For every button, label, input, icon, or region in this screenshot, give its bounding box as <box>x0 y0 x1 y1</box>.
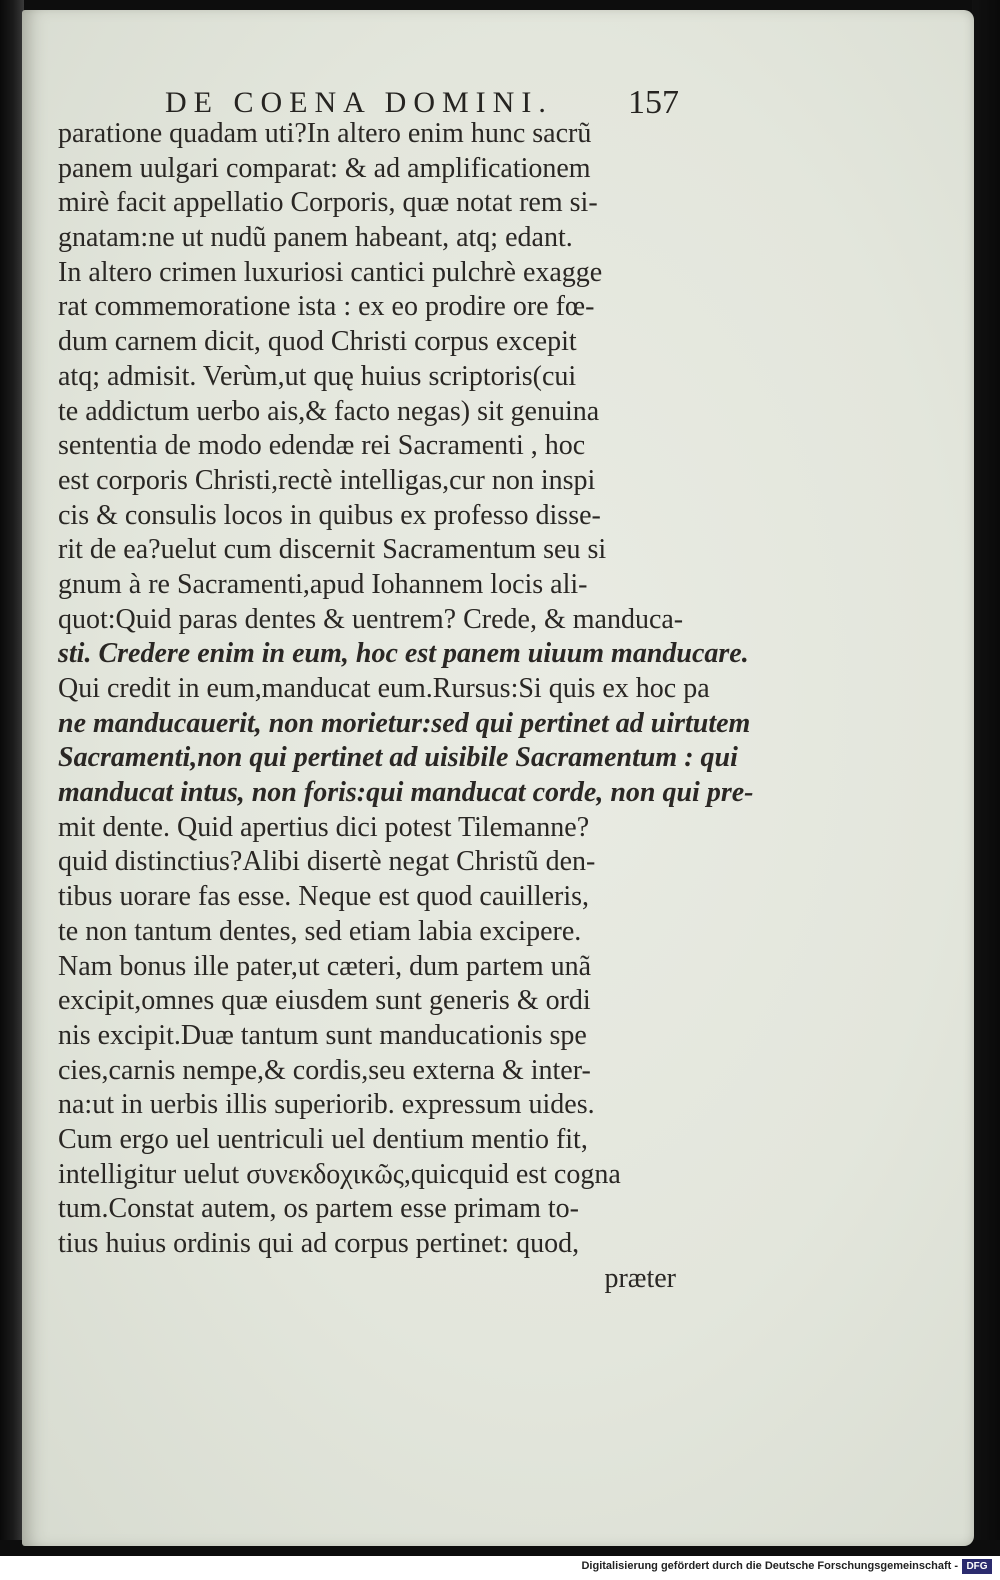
dfg-logo: DFG <box>962 1559 992 1574</box>
text-line: cis & consulis locos in quibus ex professo disse- <box>58 499 601 531</box>
page-number: 157 <box>628 84 679 121</box>
running-head: DE COENA DOMINI. <box>165 86 553 119</box>
text-line-italic: sti. Credere enim in eum, hoc est panem uiuum manducare. <box>58 638 749 670</box>
text-line-italic: ne manducauerit, non morietur:sed qui pertinet ad uirtutem <box>58 707 751 739</box>
text-line: Nam bonus ille pater,ut cæteri, dum partem unã <box>58 950 592 982</box>
funding-credit: Digitalisierung gefördert durch die Deutsche Forschungsgemeinschaft - <box>581 1560 958 1572</box>
text-line: tibus uorare fas esse. Neque est quod cauilleris, <box>58 881 590 913</box>
text-line: panem uulgari comparat: & ad amplificationem <box>58 152 591 184</box>
text-line: intelligitur uelut συνεκδοχικῶς,quicquid est cogna <box>58 1158 621 1190</box>
text-line-italic: manducat intus, non foris:qui manducat corde, non qui pre- <box>58 777 754 809</box>
text-line: Cum ergo uel uentriculi uel dentium mentio fit, <box>58 1123 588 1155</box>
text-line: cies,carnis nempe,& cordis,seu externa & inter- <box>58 1054 591 1086</box>
text-line: te non tantum dentes, sed etiam labia excipere. <box>58 915 582 947</box>
text-line-italic: Sacramenti,non qui pertinet ad uisibile Sacramentum : qui <box>58 742 738 774</box>
text-line: rit de ea?uelut cum discernit Sacramentum seu si <box>58 534 607 566</box>
text-line: rat commemoratione ista : ex eo prodire ore fœ- <box>58 291 595 323</box>
text-line: atq; admisit. Verùm,ut quę huius scriptoris(cui <box>58 360 577 392</box>
text-line: excipit,omnes quæ eiusdem sunt generis & ordi <box>58 985 591 1017</box>
page-text <box>58 117 754 1296</box>
text-line: quid distinctius?Alibi disertè negat Christũ den- <box>58 846 596 878</box>
text-line: est corporis Christi,rectè intelligas,cur non inspi <box>58 464 596 496</box>
text-line: tius huius ordinis qui ad corpus pertinet: quod, <box>58 1228 580 1259</box>
text-line: quot:Quid paras dentes & uentrem? Crede, & manduca- <box>58 603 684 635</box>
book-cover-edge <box>972 0 1000 1555</box>
text-line: In altero crimen luxuriosi cantici pulchrè exagge <box>58 256 603 288</box>
text-line: sententia de modo edendæ rei Sacramenti , hoc <box>58 430 586 462</box>
text-line: tum.Constat autem, os partem esse primam to- <box>58 1193 580 1225</box>
text-line: na:ut in uerbis illis superiorib. expressum uides. <box>58 1089 595 1121</box>
text-line: dum carnem dicit, quod Christi corpus excepit <box>58 326 577 358</box>
text-line: te addictum uerbo ais,& facto negas) sit genuina <box>58 395 600 427</box>
catchword: præter <box>604 1262 676 1294</box>
text-line: Qui credit in eum,manducat eum.Rursus:Si quis ex hoc pa <box>58 673 710 704</box>
text-line: nis excipit.Duæ tantum sunt manducationis spe <box>58 1019 587 1051</box>
text-line: paratione quadam uti?In altero enim hunc sacrũ <box>58 118 592 149</box>
text-line: gnatam:ne ut nudũ panem habeant, atq; edant. <box>58 222 573 254</box>
book-spine-edge <box>0 0 24 1555</box>
text-line: gnum à re Sacramenti,apud Iohannem locis ali- <box>58 568 588 600</box>
text-line: mit dente. Quid apertius dici potest Tilemanne? <box>58 811 590 843</box>
text-line: mirè facit appellatio Corporis, quæ notat rem si- <box>58 187 598 219</box>
